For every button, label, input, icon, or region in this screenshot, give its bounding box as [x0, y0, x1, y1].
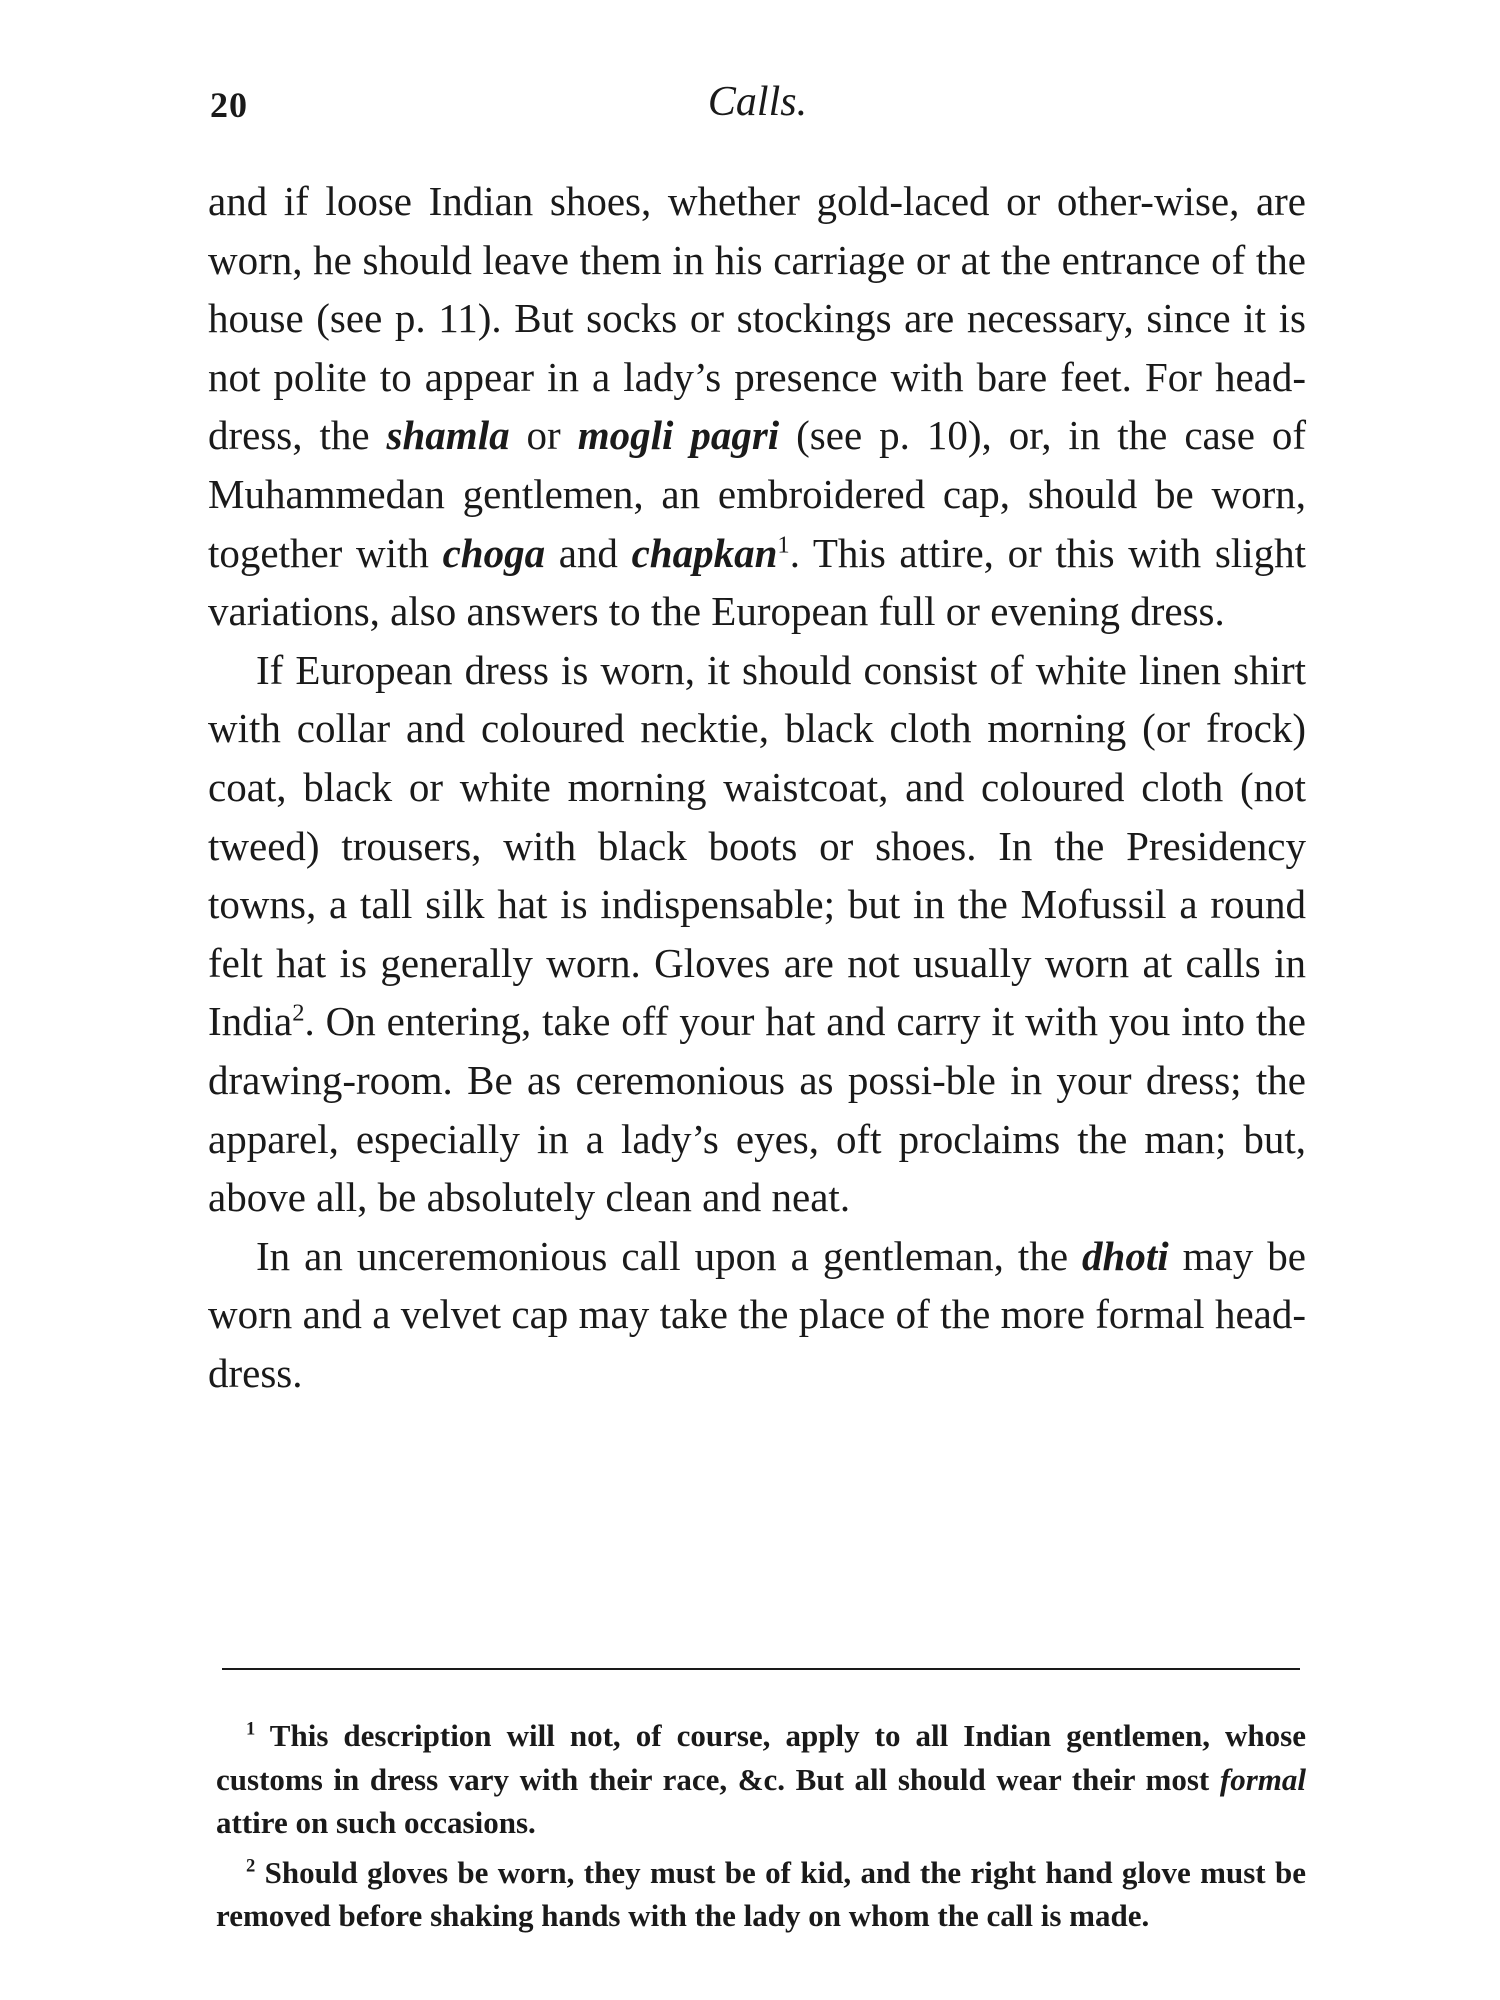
footnote-1 [216, 1714, 1306, 1845]
paragraph-1-text-a: and if loose Indian shoes, whether gold-laced or other-wise, are worn, he should leave them in his carriage or at the entrance of the house (see p. 11). But socks or stockings are necessary, since it is not polite to appear in a lady’s presence with bare feet. For head-dress, the [208, 178, 1306, 459]
paragraph-2 [208, 641, 1306, 1227]
paragraph-1-text-e: (see p. 10), or, in the case of Muhammedan gentlemen, an embroidered cap, should be worn, together with [208, 412, 1307, 576]
paragraph-2-text-c: . On entering, take off your hat and carry it with you into the drawing-room. Be as ceremonious as possi-ble in your dress; the apparel, especially in a lady’s eyes, oft proclaims the man; but, above all, be absolutely clean and neat. [208, 998, 1306, 1221]
paragraph-2-text-a: If European dress is worn, it should consist of white linen shirt with collar and coloured necktie, black cloth morning (or frock) coat, black or white morning waistcoat, and coloured cloth (not tweed) trousers, with black boots or shoes. In the Presidency towns, a tall silk hat is indispensable; but in the Mofussil a round felt hat is generally worn. Gloves are not usually worn at calls in India [208, 646, 1306, 1045]
footnotes [216, 1714, 1306, 1944]
footnote-2-text-a: Should gloves be worn, they must be of kid, and the right hand glove must be removed before shaking hands with the lady on whom the call is made. [216, 1854, 1306, 1933]
term-dhoti: dhoti [1082, 1232, 1169, 1279]
footnote-divider [222, 1668, 1300, 1670]
term-choga: choga [442, 529, 546, 576]
footnote-1-text-a: This description will not, of course, apply to all Indian gentlemen, whose customs in dress vary with their race, &c. But all should wear their most [216, 1718, 1306, 1797]
term-chapkan: chapkan [631, 529, 778, 576]
paragraph-1-text-j: . This attire, or this with slight variations, also answers to the European full or evening dress. [208, 529, 1306, 635]
footnote-2 [216, 1851, 1306, 1938]
footnote-marker-1: 1 [246, 1718, 256, 1740]
paragraph-1 [208, 172, 1306, 641]
paragraph-1-text-g: and [545, 529, 632, 576]
footnote-marker-2: 2 [246, 1855, 256, 1877]
paragraph-3-text-a: In an unceremonious call upon a gentleman, the [256, 1232, 1083, 1279]
term-shamla: shamla [386, 412, 510, 459]
paragraph-1-text-c: or [509, 412, 578, 459]
paragraph-3 [208, 1227, 1306, 1403]
running-head: Calls. [707, 79, 808, 125]
footnote-ref-2[interactable]: 2 [292, 999, 305, 1027]
page-header [210, 78, 1305, 138]
body-text [208, 172, 1306, 1402]
paragraph-3-text-c: may be worn and a velvet cap may take the place of the more formal head-dress. [208, 1232, 1306, 1396]
page-number: 20 [210, 85, 248, 125]
footnote-1-term-formal: formal [1219, 1761, 1306, 1797]
footnote-ref-1[interactable]: 1 [777, 530, 790, 558]
footnote-1-text-c: attire on such occasions. [216, 1805, 536, 1840]
term-mogli-pagri: mogli pagri [577, 412, 780, 459]
